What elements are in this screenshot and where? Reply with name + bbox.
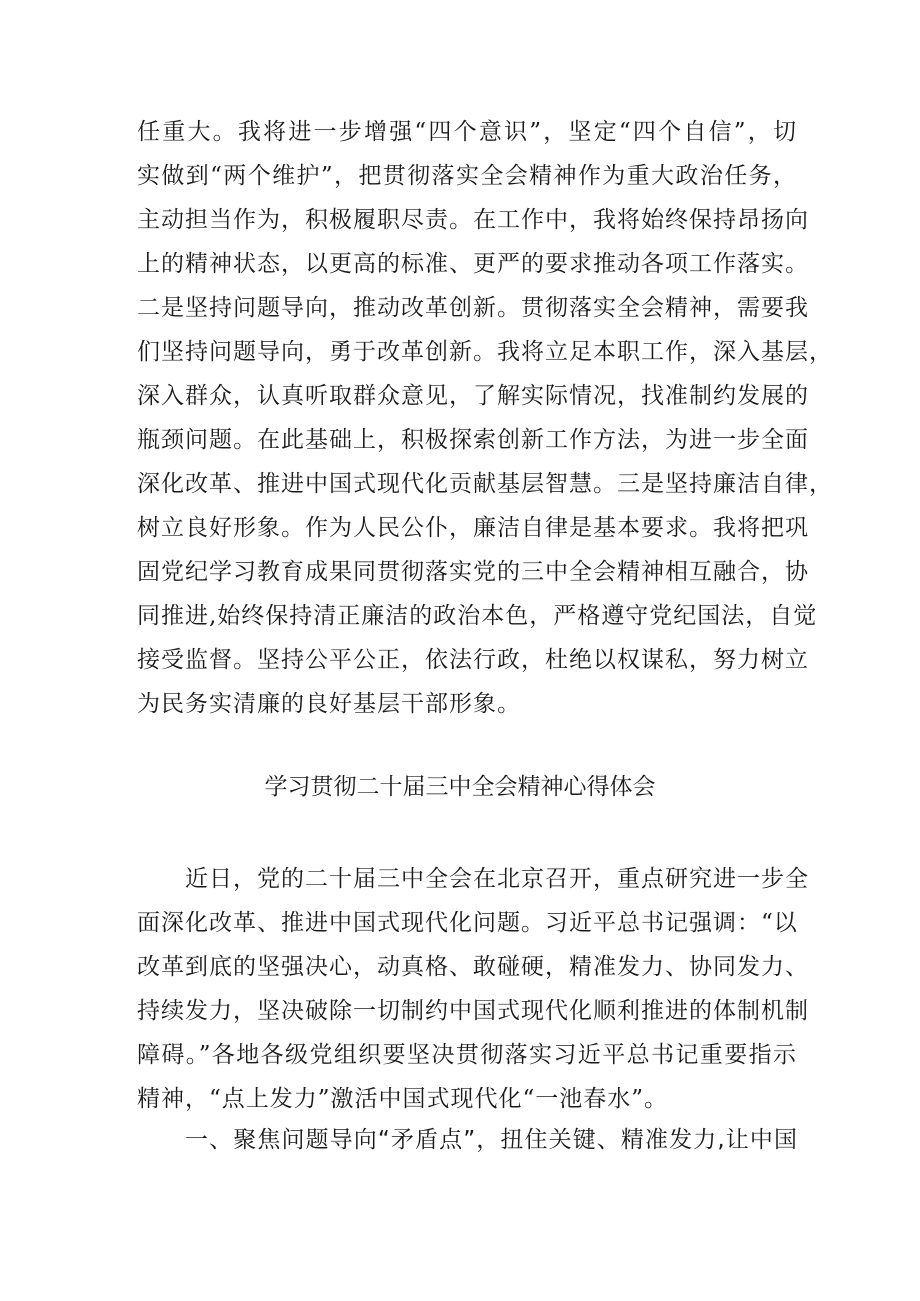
paragraph-line: 们坚持问题导向，勇于改革创新。我将立足本职工作，深入基层， xyxy=(137,339,833,365)
paragraph-line: 深化改革、推进中国式现代化贡献基层智慧。三是坚持廉洁自律， xyxy=(137,471,833,497)
section-heading: 一、聚焦问题导向“矛盾点”，扭住关键、精准发力,让中国 xyxy=(185,1127,797,1153)
paragraph-line: 上的精神状态，以更高的标准、更严的要求推动各项工作落实。 xyxy=(137,251,809,277)
paragraph-line: 瓶颈问题。在此基础上，积极探索创新工作方法，为进一步全面 xyxy=(137,427,809,453)
paragraph-line: 面深化改革、推进中国式现代化问题。习近平总书记强调：“以 xyxy=(137,910,798,936)
paragraph-line: 近日，党的二十届三中全会在北京召开，重点研究进一步全 xyxy=(185,866,809,892)
article-title: 学习贯彻二十届三中全会精神心得体会 xyxy=(264,774,656,800)
paragraph-line: 固党纪学习教育成果同贯彻落实党的三中全会精神相互融合，协 xyxy=(137,559,809,585)
paragraph-line: 任重大。我将进一步增强“四个意识”，坚定“四个自信”，切 xyxy=(137,119,797,145)
paragraph-line: 深入群众，认真听取群众意见，了解实际情况，找准制约发展的 xyxy=(137,383,809,409)
paragraph-line: 为民务实清廉的良好基层干部形象。 xyxy=(137,691,521,717)
paragraph-line: 同推进,始终保持清正廉洁的政治本色，严格遵守党纪国法，自觉 xyxy=(137,603,818,629)
paragraph-line: 持续发力，坚决破除一切制约中国式现代化顺利推进的体制机制 xyxy=(137,998,809,1024)
paragraph-line: 二是坚持问题导向，推动改革创新。贯彻落实全会精神，需要我 xyxy=(137,295,809,321)
paragraph-line: 主动担当作为，积极履职尽责。在工作中，我将始终保持昂扬向 xyxy=(137,207,809,233)
paragraph-line: 实做到“两个维护”，把贯彻落实全会精神作为重大政治任务， xyxy=(137,163,797,189)
paragraph-line: 障碍。”各地各级党组织要坚决贯彻落实习近平总书记重要指示 xyxy=(137,1042,797,1068)
paragraph-line: 接受监督。坚持公平公正，依法行政，杜绝以权谋私，努力树立 xyxy=(137,647,809,673)
paragraph-line: 精神，“点上发力”激活中国式现代化“一池春水”。 xyxy=(137,1086,669,1112)
paragraph-line: 树立良好形象。作为人民公仆，廉洁自律是基本要求。我将把巩 xyxy=(137,515,809,541)
paragraph-line: 改革到底的坚强决心，动真格、敢碰硬，精准发力、协同发力、 xyxy=(137,954,809,980)
